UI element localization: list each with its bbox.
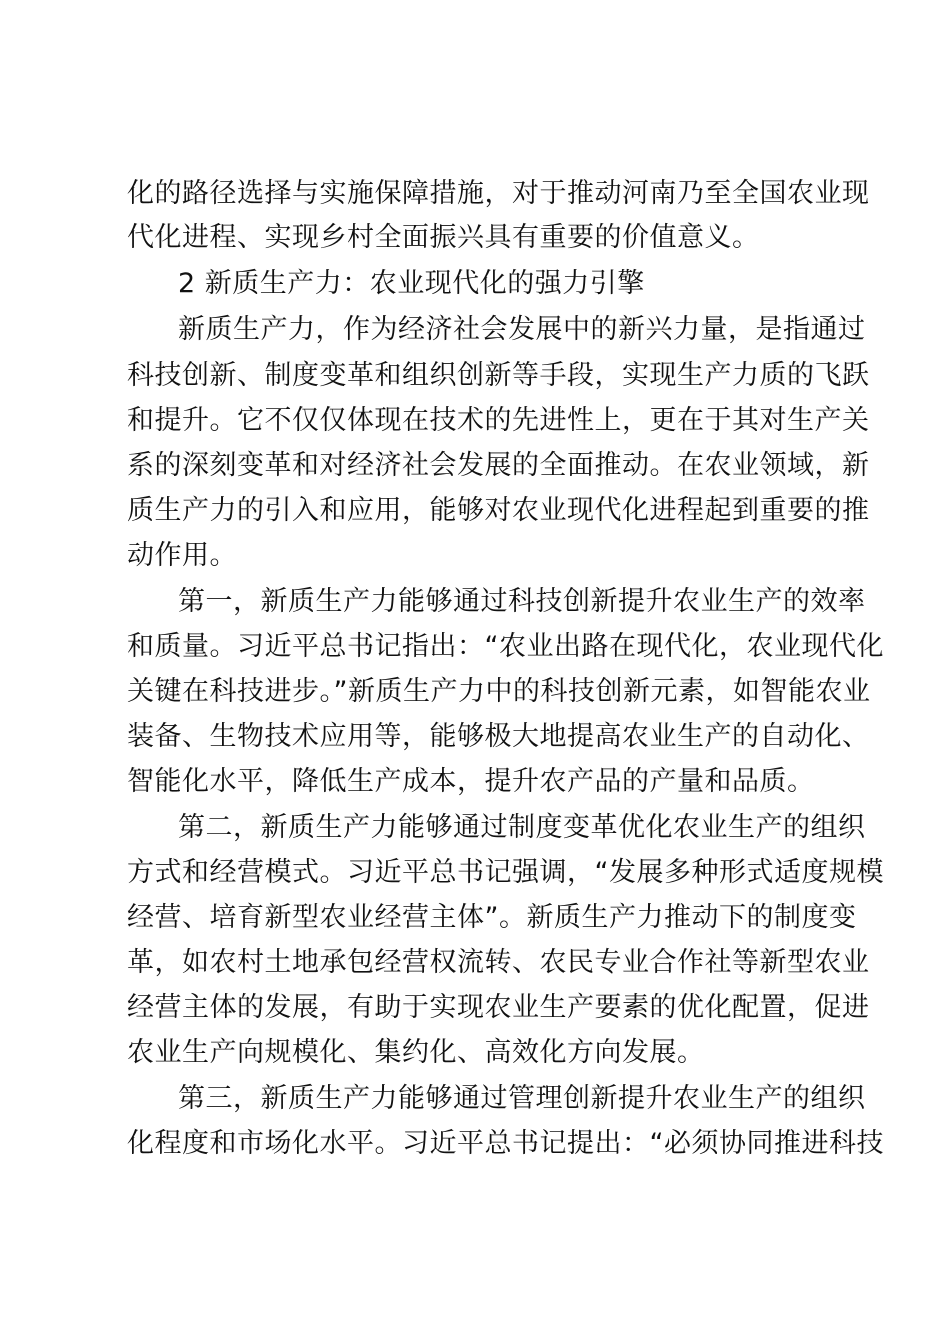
paragraph-first-line: 新质生产力，作为经济社会发展中的新兴力量，是指通过 — [178, 314, 866, 345]
text-line: 革，如农村土地承包经营权流转、农民专业合作社等新型农业 — [127, 947, 870, 978]
text-line: 装备、生物技术应用等，能够极大地提高农业生产的自动化、 — [127, 721, 870, 752]
paragraph-first-line: 第一，新质生产力能够通过科技创新提升农业生产的效率 — [178, 586, 866, 617]
text-line: 科技创新、制度变革和组织创新等手段，实现生产力质的飞跃 — [127, 360, 870, 391]
text-line: 和质量。习近平总书记指出：“农业出路在现代化，农业现代化 — [127, 631, 884, 662]
text-line: 方式和经营模式。习近平总书记强调，“发展多种形式适度规模 — [127, 857, 884, 888]
text-line: 化的路径选择与实施保障措施，对于推动河南乃至全国农业现 — [127, 178, 870, 209]
text-line: 经营、培育新型农业经营主体”。新质生产力推动下的制度变 — [127, 902, 857, 933]
text-line: 智能化水平，降低生产成本，提升农产品的产量和品质。 — [127, 766, 815, 797]
text-line: 经营主体的发展，有助于实现农业生产要素的优化配置，促进 — [127, 992, 870, 1023]
text-line: 和提升。它不仅仅体现在技术的先进性上，更在于其对生产关 — [127, 405, 870, 436]
text-line: 农业生产向规模化、集约化、高效化方向发展。 — [127, 1037, 705, 1068]
text-line: 质生产力的引入和应用，能够对农业现代化进程起到重要的推 — [127, 495, 870, 526]
text-line: 系的深刻变革和对经济社会发展的全面推动。在农业领域，新 — [127, 450, 870, 481]
text-line: 化程度和市场化水平。习近平总书记提出：“必须协同推进科技 — [127, 1128, 884, 1159]
paragraph-first-line: 第二，新质生产力能够通过制度变革优化农业生产的组织 — [178, 812, 866, 843]
paragraph-first-line: 第三，新质生产力能够通过管理创新提升农业生产的组织 — [178, 1083, 866, 1114]
section-heading: 2 新质生产力：农业现代化的强力引擎 — [178, 268, 645, 299]
text-line: 动作用。 — [127, 540, 237, 571]
text-line: 代化进程、实现乡村全面振兴具有重要的价值意义。 — [127, 222, 760, 253]
text-line: 关键在科技进步。”新质生产力中的科技创新元素，如智能农业 — [127, 676, 871, 707]
